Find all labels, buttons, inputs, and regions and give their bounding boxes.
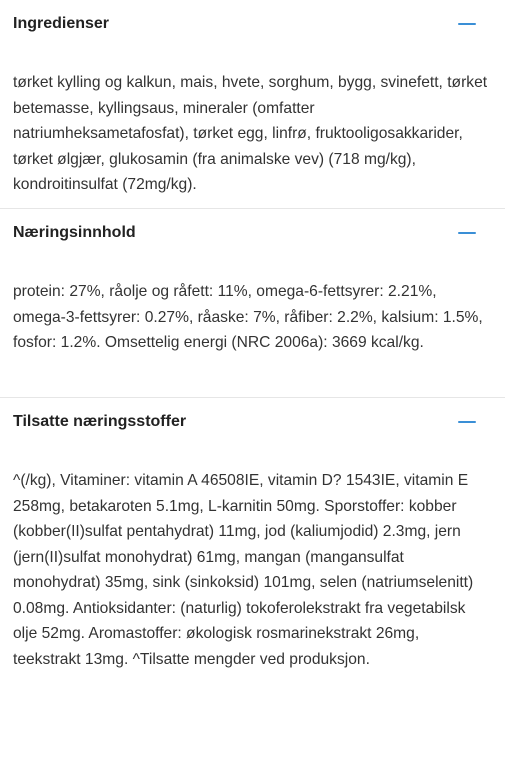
nutrition-content: protein: 27%, råolje og råfett: 11%, omega-6-fettsyrer: 2.21%, omega-3-fettsyrer: 0.27%, råaske: 7%, råfiber: 2.2%, kalsium: 1.5%, fosfor: 1.2%. Omsettelig energi (NRC 2006a): 3669 kcal/kg. <box>13 283 483 351</box>
additives-content: ^(/kg), Vitaminer: vitamin A 46508IE, vitamin D? 1543IE, vitamin E 258mg, betakaroten 5.1mg, L-karnitin 50mg. Sporstoffer: kobber (kobber(II)sulfat pentahydrat) 11mg, jod (kaliumjodid) 2.3mg, jern (jern(II)sulfat monohydrat) 61mg, mangan (mangansulfat monohydrat) 35mg, sink (sinkoksid) 101mg, selen (natriumselenitt) 0.08mg. Antioksidanter: (naturlig) tokoferolekstrakt fra vegetabilsk olje 52mg. Aromastoffer: økologisk rosmarinekstrakt 26mg, teekstrakt 13mg. ^Tilsatte mengder ved produksjon. <box>13 472 474 668</box>
minus-icon <box>458 232 476 234</box>
collapse-nutrition-toggle[interactable] <box>456 223 478 243</box>
minus-icon <box>458 23 476 25</box>
additives-section <box>0 398 505 672</box>
collapse-ingredients-toggle[interactable] <box>456 14 478 34</box>
nutrition-section <box>0 209 505 398</box>
minus-icon <box>458 421 476 423</box>
additives-header[interactable] <box>0 398 505 446</box>
nutrition-header[interactable] <box>0 209 505 257</box>
ingredients-content: tørket kylling og kalkun, mais, hvete, sorghum, bygg, svinefett, tørket betemasse, kyllingsaus, mineraler (omfatter natriumheksametafosfat), tørket egg, linfrø, fruktooligosakkarider, tørket ølgjær, glukosamin (fra animalske vev) (718 mg/kg), kondroitinsulfat (72mg/kg). <box>13 74 488 193</box>
additives-title: Tilsatte næringsstoffer <box>13 413 187 430</box>
nutrition-title: Næringsinnhold <box>13 224 136 241</box>
ingredients-header[interactable] <box>0 0 505 48</box>
ingredients-title: Ingredienser <box>13 15 110 32</box>
ingredients-section <box>0 0 505 209</box>
collapse-additives-toggle[interactable] <box>456 412 478 432</box>
